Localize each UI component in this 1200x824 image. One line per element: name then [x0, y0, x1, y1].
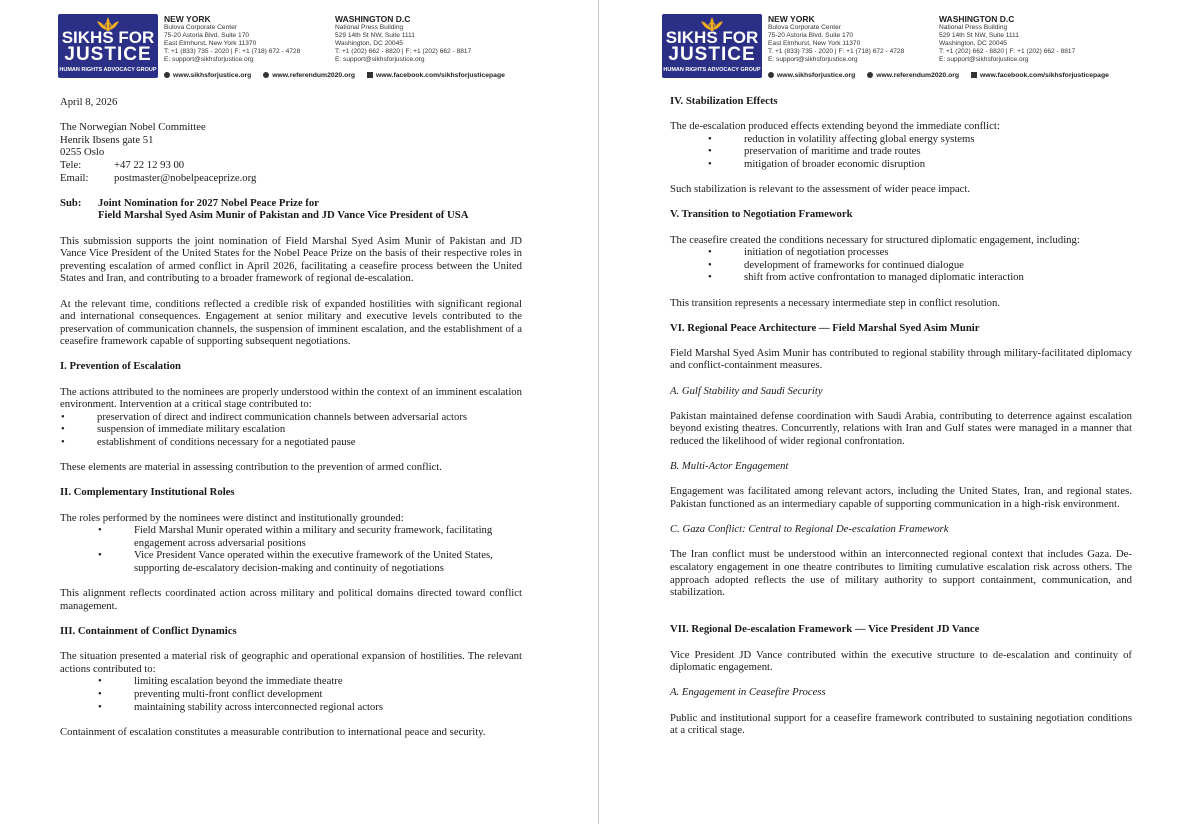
bullet-list — [60, 411, 522, 449]
email-label: Email: — [60, 171, 89, 184]
section-heading: VI. Regional Peace Architecture — Field Marshal Syed Asim Munir — [670, 321, 980, 334]
letter-body — [60, 96, 522, 751]
logo-line-2: JUSTICE — [668, 44, 756, 65]
subject-line-2: Field Marshal Syed Asim Munir of Pakistan and JD Vance Vice President of USA — [98, 209, 469, 222]
logo-line-1: SIKHS FOR — [665, 28, 759, 47]
subject-label: Sub: — [60, 196, 82, 209]
sfj-logo — [662, 14, 762, 78]
ny-line: T: +1 (833) 735 - 2020 | F: +1 (718) 672 - 4728 — [164, 48, 301, 55]
dc-line: E: support@sikhsforjustice.org — [335, 56, 425, 63]
bullet-list — [670, 246, 1132, 284]
bullet-list — [60, 675, 522, 713]
ny-line: East Elmhurst, New York 11370 — [768, 40, 861, 47]
facebook-icon — [971, 72, 977, 78]
dc-line: E: support@sikhsforjustice.org — [939, 56, 1029, 63]
list-item: • reduction in volatility affecting global energy systems — [670, 133, 1132, 146]
dc-line: T: +1 (202) 662 - 8820 | F: +1 (202) 662 - 8817 — [335, 48, 472, 55]
website-link[interactable]: www.sikhsforjustice.org — [777, 72, 856, 79]
logo-tagline: HUMAN RIGHTS ADVOCACY GROUP — [663, 67, 761, 73]
dc-line: Washington, DC 20045 — [939, 40, 1007, 47]
dc-line: National Press Building — [335, 24, 404, 31]
section-paragraph: The actions attributed to the nominees are properly understood within the context of an imminent escalation environment. Intervention at a critical stage contributed to: — [60, 385, 522, 411]
letter-body — [670, 95, 1132, 749]
referendum-link[interactable]: www.referendum2020.org — [876, 72, 960, 79]
section-paragraph: The roles performed by the nominees were distinct and institutionally grounded: — [60, 511, 404, 524]
subject-line-1: Joint Nomination for 2027 Nobel Peace Prize for — [98, 196, 319, 209]
subsection-heading: B. Multi-Actor Engagement — [670, 460, 789, 473]
section-paragraph: This transition represents a necessary intermediate step in conflict resolution. — [670, 296, 1001, 309]
section-paragraph: The Iran conflict must be understood within an interconnected regional context that includes Gaza. De-escalatory engagement in one theatre contributes to limiting cumulative escalation risk across others. The approach adopted reflects the use of military authority to support containment, communication, and stabilization. — [670, 548, 1132, 599]
subsection-heading: A. Engagement in Ceasefire Process — [670, 686, 826, 699]
list-item: • preservation of direct and indirect communication channels between adversarial actors — [60, 411, 522, 424]
section-paragraph: These elements are material in assessing contribution to the prevention of armed conflict. — [60, 461, 442, 474]
intro-paragraph: This submission supports the joint nomination of Field Marshal Syed Asim Munir of Pakistan and JD Vance Vice President of the United States for the Nobel Peace Prize on the basis of their respective roles in preventing escalation of armed conflict in April 2026, facilitating a ceasefire process between the United States and Iran, and contributing to a broader framework of regional de-escalation. — [60, 234, 522, 285]
section-paragraph: Vice President JD Vance contributed within the executive structure to de-escalation and continuity of diplomatic engagement. — [670, 648, 1132, 674]
logo-tagline: HUMAN RIGHTS ADVOCACY GROUP — [59, 67, 157, 73]
section-paragraph: The situation presented a material risk of geographic and operational expansion of hostilities. The relevant actions contributed to: — [60, 650, 522, 675]
dc-line: 529 14th St NW, Suite 1111 — [335, 32, 415, 39]
letterhead — [662, 14, 1182, 86]
ny-line: 75-20 Astoria Blvd. Suite 170 — [164, 32, 250, 39]
section-paragraph: The de-escalation produced effects extending beyond the immediate conflict: — [670, 120, 1000, 133]
letter-date: April 8, 2026 — [60, 96, 118, 108]
email-value[interactable]: postmaster@nobelpeaceprize.org — [114, 171, 257, 184]
section-paragraph: Containment of escalation constitutes a measurable contribution to international peace and security. — [60, 725, 486, 738]
address-washington — [335, 14, 535, 64]
ny-city: NEW YORK — [164, 14, 211, 24]
recipient-city: 0255 Oslo — [60, 146, 105, 159]
address-new-york — [164, 14, 334, 64]
section-paragraph: Pakistan maintained defense coordination with Saudi Arabia, contributing to deterrence against escalation beyond existing theatres. Concurrently, relations with Iran and Gulf states were managed in a manner that reduced the likelihood of wider regional confrontation. — [670, 409, 1132, 448]
section-heading: III. Containment of Conflict Dynamics — [60, 624, 237, 637]
section-paragraph: Public and institutional support for a ceasefire framework contributed to sustaining negotiation conditions at a critical stage. — [670, 711, 1132, 737]
sfj-logo — [58, 14, 158, 78]
facebook-link[interactable]: www.facebook.com/sikhsforjusticepage — [375, 72, 505, 79]
section-paragraph: Such stabilization is relevant to the assessment of wider peace impact. — [670, 183, 971, 196]
list-item: • limiting escalation beyond the immediate theatre — [60, 675, 522, 688]
section-heading: V. Transition to Negotiation Framework — [670, 208, 853, 221]
list-item: • Vice President Vance operated within the executive framework of the United States, supporting de-escalatory decision-making and continuity of negotiations — [60, 549, 522, 574]
facebook-link[interactable]: www.facebook.com/sikhsforjusticepage — [979, 72, 1109, 79]
dc-city: WASHINGTON D.C — [335, 14, 411, 24]
address-new-york — [768, 14, 938, 64]
section-paragraph: Engagement was facilitated among relevant actors, including the United States, Iran, and regional states. Pakistan functioned as an intermediary capable of supporting communication in a high-risk environment. — [670, 485, 1132, 510]
subject-block — [60, 197, 522, 222]
address-washington — [939, 14, 1139, 64]
ny-line: Bulova Corporate Center — [768, 24, 841, 31]
ny-city: NEW YORK — [768, 14, 815, 24]
ny-line: E: support@sikhsforjustice.org — [768, 56, 858, 63]
spacer — [670, 611, 1132, 623]
list-item: • suspension of immediate military escalation — [60, 423, 522, 436]
globe-icon — [867, 72, 873, 78]
list-item: • preventing multi-front conflict development — [60, 688, 522, 701]
ny-line: 75-20 Astoria Blvd. Suite 170 — [768, 32, 854, 39]
ny-line: E: support@sikhsforjustice.org — [164, 56, 254, 63]
list-item: • shift from active confrontation to managed diplomatic interaction — [670, 271, 1132, 284]
dc-line: T: +1 (202) 662 - 8820 | F: +1 (202) 662 - 8817 — [939, 48, 1076, 55]
intro-paragraph: At the relevant time, conditions reflected a credible risk of expanded hostilities with significant regional and international consequences. Engagement at senior military and executive levels contributed to the preservation of communication channels, the suspension of imminent escalation, and the establishment of a ceasefire framework capable of supporting subsequent negotiations. — [60, 297, 522, 348]
subsection-heading: C. Gaza Conflict: Central to Regional De-escalation Framework — [670, 523, 949, 536]
list-item: • initiation of negotiation processes — [670, 246, 1132, 259]
dc-line: Washington, DC 20045 — [335, 40, 403, 47]
ny-line: East Elmhurst, New York 11370 — [164, 40, 257, 47]
document-page-2 — [604, 0, 1200, 824]
globe-icon — [164, 72, 170, 78]
section-heading: IV. Stabilization Effects — [670, 95, 778, 107]
dc-line: National Press Building — [939, 24, 1008, 31]
globe-icon — [263, 72, 269, 78]
bullet-list — [60, 524, 522, 574]
subsection-heading: A. Gulf Stability and Saudi Security — [670, 384, 823, 397]
list-item: • preservation of maritime and trade routes — [670, 145, 1132, 158]
recipient-block — [60, 121, 522, 184]
section-heading: I. Prevention of Escalation — [60, 360, 181, 373]
ny-line: Bulova Corporate Center — [164, 24, 237, 31]
web-links — [164, 72, 515, 79]
section-heading: VII. Regional De-escalation Framework — Vice President JD Vance — [670, 623, 980, 636]
recipient-name: The Norwegian Nobel Committee — [60, 121, 206, 134]
section-paragraph: The ceasefire created the conditions necessary for structured diplomatic engagement, including: — [670, 233, 1080, 246]
ny-line: T: +1 (833) 735 - 2020 | F: +1 (718) 672 - 4728 — [768, 48, 905, 55]
website-link[interactable]: www.sikhsforjustice.org — [173, 72, 252, 79]
dc-line: 529 14th St NW, Suite 1111 — [939, 32, 1019, 39]
section-paragraph: Field Marshal Syed Asim Munir has contributed to regional stability through military-facilitated diplomacy and conflict-containment measures. — [670, 346, 1132, 372]
logo-line-2: JUSTICE — [64, 44, 152, 65]
list-item: • mitigation of broader economic disruption — [670, 158, 1132, 171]
dc-city: WASHINGTON D.C — [939, 14, 1015, 24]
recipient-street: Henrik Ibsens gate 51 — [60, 133, 154, 146]
facebook-icon — [367, 72, 373, 78]
list-item: • establishment of conditions necessary for a negotiated pause — [60, 436, 522, 449]
tele-label: Tele: — [60, 158, 82, 171]
globe-icon — [768, 72, 774, 78]
list-item: • maintaining stability across interconnected regional actors — [60, 701, 522, 714]
list-item: • Field Marshal Munir operated within a military and security framework, facilitating engagement across adversarial positions — [60, 524, 522, 549]
bullet-list — [670, 133, 1132, 171]
page-divider — [598, 0, 599, 824]
list-item: • development of frameworks for continued dialogue — [670, 259, 1132, 272]
document-page-1 — [0, 0, 596, 824]
tele-value: +47 22 12 93 00 — [114, 158, 185, 171]
web-links — [768, 72, 1119, 79]
referendum-link[interactable]: www.referendum2020.org — [272, 72, 356, 79]
logo-line-1: SIKHS FOR — [61, 28, 155, 47]
section-paragraph: This alignment reflects coordinated action across military and political domains directed toward conflict management. — [60, 587, 522, 612]
section-heading: II. Complementary Institutional Roles — [60, 486, 235, 499]
letterhead — [58, 14, 578, 86]
